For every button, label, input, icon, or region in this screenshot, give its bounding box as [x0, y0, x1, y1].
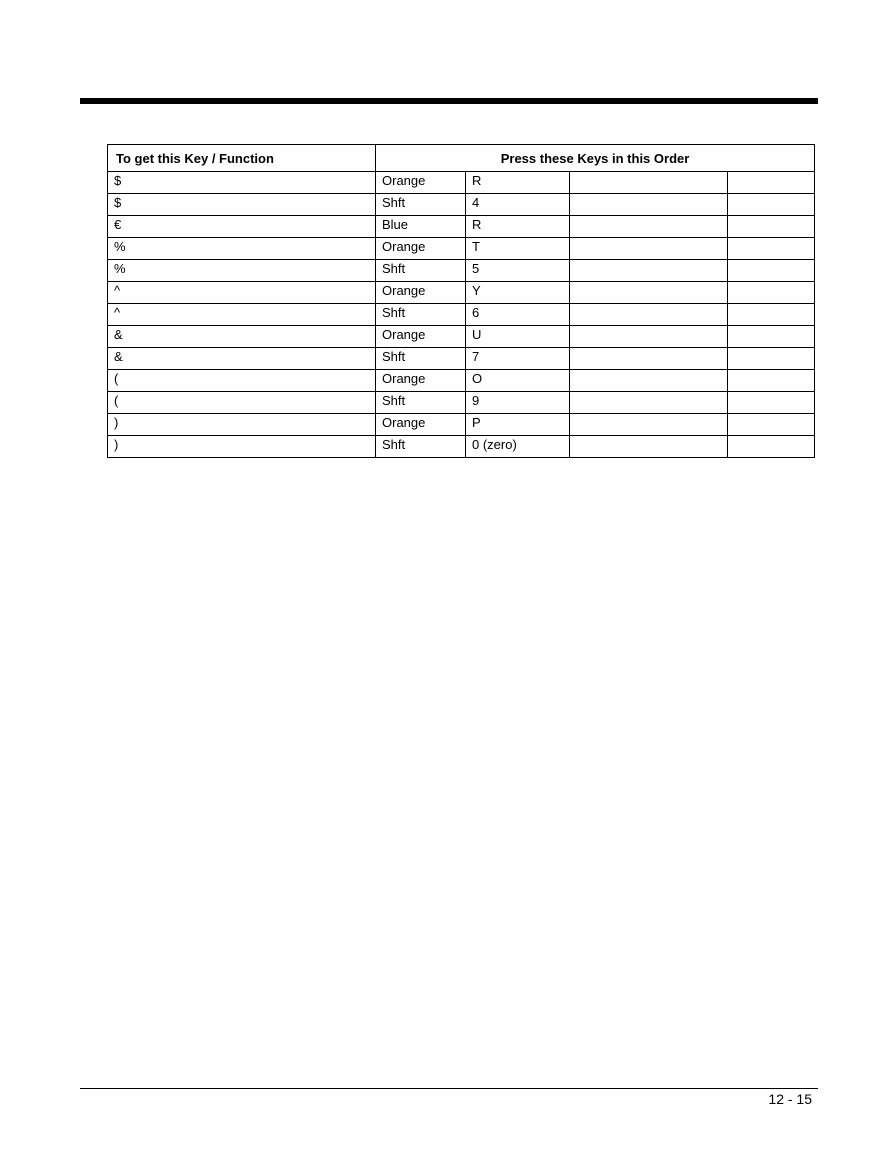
table-row: [108, 348, 815, 370]
table-row: [108, 194, 815, 216]
key-2-cell: 6: [466, 304, 570, 326]
table-row: [108, 216, 815, 238]
key-1-cell: Shft: [376, 436, 466, 458]
key-2-cell: 9: [466, 392, 570, 414]
key-2-cell: T: [466, 238, 570, 260]
function-key-cell: ): [108, 436, 376, 458]
function-key-cell: &: [108, 326, 376, 348]
key-2-cell: O: [466, 370, 570, 392]
key-3-cell: [570, 282, 728, 304]
key-1-cell: Blue: [376, 216, 466, 238]
key-4-cell: [728, 326, 815, 348]
function-key-cell: (: [108, 392, 376, 414]
table-row: [108, 370, 815, 392]
key-3-cell: [570, 414, 728, 436]
table-row: [108, 304, 815, 326]
table-row: [108, 260, 815, 282]
key-2-cell: R: [466, 216, 570, 238]
key-1-cell: Shft: [376, 260, 466, 282]
table-header-row: [108, 145, 815, 172]
function-key-cell: ^: [108, 304, 376, 326]
key-1-cell: Orange: [376, 370, 466, 392]
function-key-cell: $: [108, 194, 376, 216]
key-3-cell: [570, 436, 728, 458]
key-2-cell: 5: [466, 260, 570, 282]
page-number: 12 - 15: [768, 1091, 812, 1107]
key-3-cell: [570, 370, 728, 392]
function-key-cell: ^: [108, 282, 376, 304]
key-3-cell: [570, 172, 728, 194]
key-4-cell: [728, 238, 815, 260]
header-rule: [80, 98, 818, 104]
function-key-cell: %: [108, 260, 376, 282]
key-1-cell: Shft: [376, 348, 466, 370]
function-key-cell: %: [108, 238, 376, 260]
key-3-cell: [570, 348, 728, 370]
key-1-cell: Orange: [376, 238, 466, 260]
key-1-cell: Orange: [376, 414, 466, 436]
key-2-cell: Y: [466, 282, 570, 304]
key-1-cell: Orange: [376, 172, 466, 194]
key-2-cell: U: [466, 326, 570, 348]
table-row: [108, 172, 815, 194]
key-3-cell: [570, 238, 728, 260]
key-1-cell: Orange: [376, 326, 466, 348]
function-key-cell: €: [108, 216, 376, 238]
table-row: [108, 282, 815, 304]
key-4-cell: [728, 260, 815, 282]
key-1-cell: Shft: [376, 304, 466, 326]
footer-rule: [80, 1088, 818, 1089]
key-4-cell: [728, 282, 815, 304]
key-3-cell: [570, 216, 728, 238]
key-1-cell: Shft: [376, 194, 466, 216]
key-2-cell: 4: [466, 194, 570, 216]
table-row: [108, 414, 815, 436]
table-row: [108, 436, 815, 458]
table-body: [108, 172, 815, 458]
key-3-cell: [570, 304, 728, 326]
table-row: [108, 326, 815, 348]
function-key-cell: &: [108, 348, 376, 370]
key-2-cell: P: [466, 414, 570, 436]
function-column-header: To get this Key / Function: [108, 145, 376, 172]
key-4-cell: [728, 392, 815, 414]
function-key-cell: $: [108, 172, 376, 194]
table-row: [108, 392, 815, 414]
table-row: [108, 238, 815, 260]
key-4-cell: [728, 414, 815, 436]
key-2-cell: 7: [466, 348, 570, 370]
key-function-table: [107, 144, 815, 458]
key-3-cell: [570, 326, 728, 348]
function-key-cell: (: [108, 370, 376, 392]
key-4-cell: [728, 370, 815, 392]
key-4-cell: [728, 216, 815, 238]
key-4-cell: [728, 348, 815, 370]
key-3-cell: [570, 194, 728, 216]
key-1-cell: Shft: [376, 392, 466, 414]
key-4-cell: [728, 194, 815, 216]
key-2-cell: 0 (zero): [466, 436, 570, 458]
key-1-cell: Orange: [376, 282, 466, 304]
key-4-cell: [728, 436, 815, 458]
key-2-cell: R: [466, 172, 570, 194]
key-4-cell: [728, 172, 815, 194]
key-3-cell: [570, 392, 728, 414]
function-key-cell: ): [108, 414, 376, 436]
key-4-cell: [728, 304, 815, 326]
key-3-cell: [570, 260, 728, 282]
press-keys-column-header: Press these Keys in this Order: [376, 145, 815, 172]
